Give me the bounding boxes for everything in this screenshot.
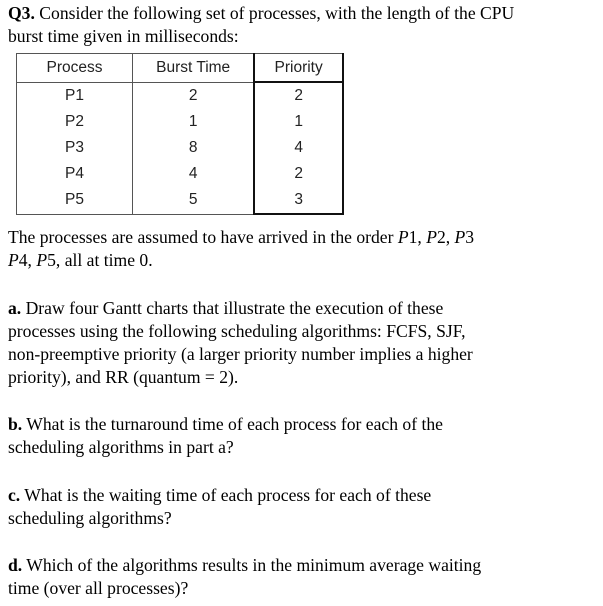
cell-process: P1 (17, 82, 133, 109)
cell-burst-time: 2 (133, 82, 255, 109)
arrival-statement (8, 226, 474, 272)
table-row (17, 82, 344, 109)
header-priority: Priority (254, 54, 343, 83)
header-burst-time: Burst Time (133, 54, 255, 83)
process-table (16, 53, 344, 215)
arrival-line-1 (8, 226, 474, 249)
question-number: Q3. (8, 3, 35, 23)
part-c-line-2: scheduling algorithms? (8, 508, 172, 528)
part-d-label: d. (8, 555, 23, 575)
cell-process: P5 (17, 187, 133, 214)
cell-burst-time: 8 (133, 135, 255, 161)
cell-burst-time: 4 (133, 161, 255, 187)
part-b-text-1: What is the turnaround time of each process for each of the (22, 414, 443, 434)
part-a-line-1 (8, 297, 473, 320)
part-d-text-1: Which of the algorithms results in the minimum average waiting (22, 555, 482, 575)
arrival-p4-letter: P (8, 250, 19, 270)
part-b (8, 413, 443, 459)
part-a (8, 297, 473, 389)
cell-priority: 1 (254, 109, 343, 135)
part-a-line-3: non-preemptive priority (a larger priority number implies a higher (8, 344, 473, 364)
part-b-line-1 (8, 413, 443, 436)
arrival-text: The processes are assumed to have arrived in the order (8, 227, 398, 247)
question-intro (8, 2, 514, 48)
part-b-label: b. (8, 414, 23, 434)
cell-priority: 2 (254, 82, 343, 109)
cell-process: P2 (17, 109, 133, 135)
cell-burst-time: 5 (133, 187, 255, 214)
part-d (8, 554, 481, 600)
arrival-p3-num: 3 (465, 227, 475, 247)
part-a-text-1: Draw four Gantt charts that illustrate the execution of these (21, 298, 444, 318)
arrival-p1-letter: P (397, 227, 409, 247)
part-d-line-2: time (over all processes)? (8, 578, 189, 598)
arrival-p2-num: 2, (436, 227, 455, 247)
table-row (17, 135, 344, 161)
table-row (17, 161, 344, 187)
cell-priority: 4 (254, 135, 343, 161)
arrival-p3-letter: P (454, 227, 466, 247)
arrival-p1-num: 1, (408, 227, 427, 247)
part-c-line-1 (8, 484, 431, 507)
arrival-line-2 (8, 249, 474, 272)
part-d-line-1 (8, 554, 481, 577)
part-c (8, 484, 431, 530)
question-intro-line-1 (8, 2, 514, 25)
arrival-p2-letter: P (426, 227, 437, 247)
cell-process: P3 (17, 135, 133, 161)
cell-process: P4 (17, 161, 133, 187)
arrival-rest: 5, all at time 0. (47, 250, 153, 270)
part-a-line-4: priority), and RR (quantum = 2). (8, 367, 239, 387)
part-a-label: a. (8, 298, 22, 318)
table-row (17, 187, 344, 214)
cell-priority: 3 (254, 187, 343, 214)
header-process: Process (17, 54, 133, 83)
table-row (17, 109, 344, 135)
question-intro-text-1: Consider the following set of processes, with the length of the CPU (34, 3, 515, 23)
cell-priority: 2 (254, 161, 343, 187)
cell-burst-time: 1 (133, 109, 255, 135)
table-header-row (17, 54, 344, 83)
part-c-text-1: What is the waiting time of each process for each of these (20, 485, 432, 505)
part-a-line-2: processes using the following scheduling algorithms: FCFS, SJF, (8, 321, 466, 341)
part-b-line-2: scheduling algorithms in part a? (8, 437, 234, 457)
question-intro-line-2: burst time given in milliseconds: (8, 26, 239, 46)
arrival-p5-letter: P (36, 250, 48, 270)
part-c-label: c. (8, 485, 21, 505)
arrival-p4-num: 4, (18, 250, 37, 270)
